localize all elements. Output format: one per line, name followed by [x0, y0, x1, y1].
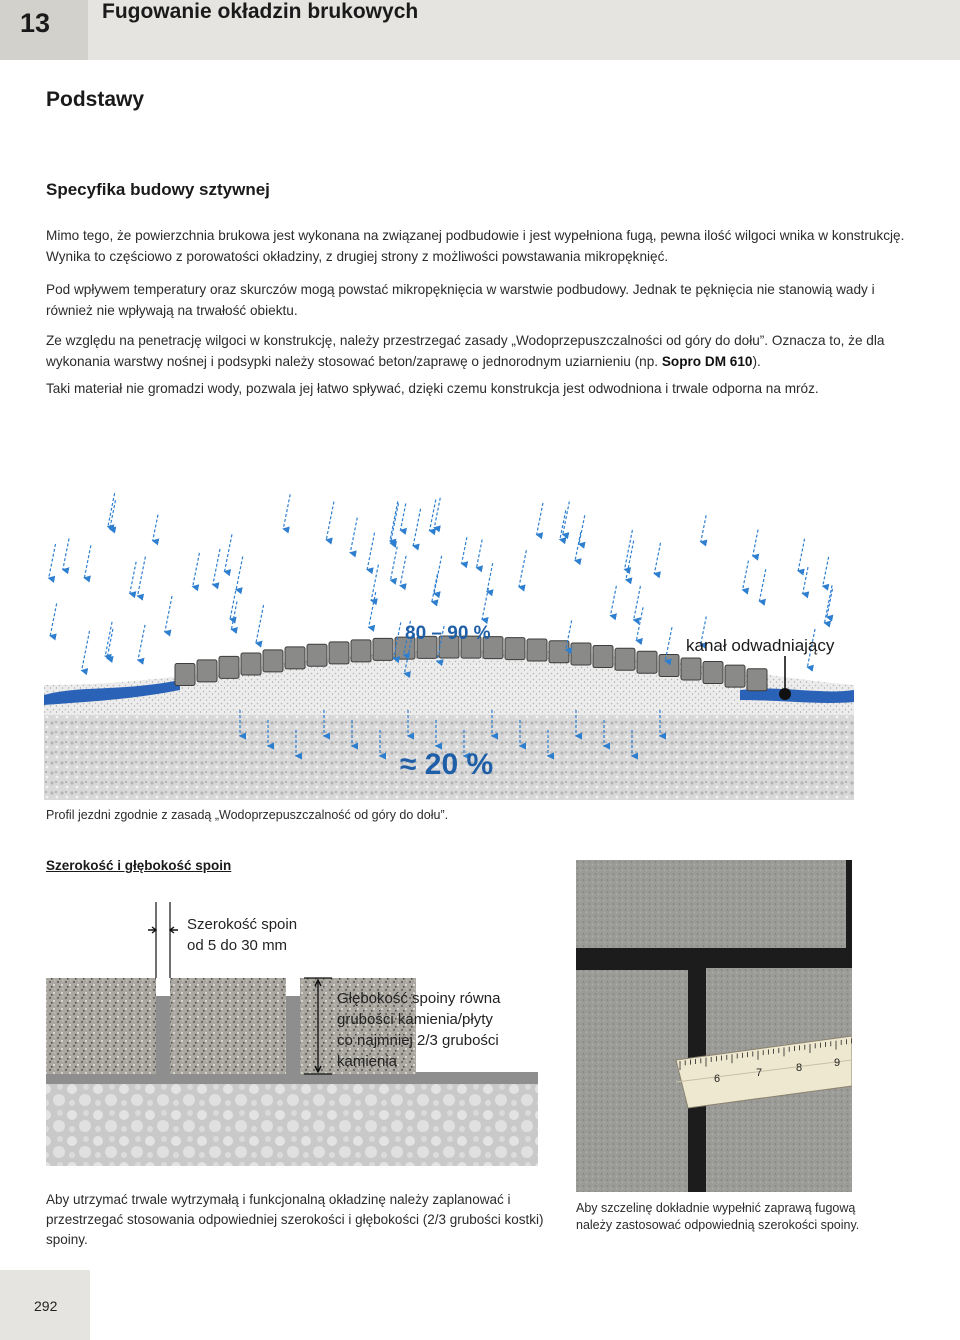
section-title: Podstawy [46, 88, 145, 111]
paving-stone [219, 656, 239, 678]
rain-arrow [825, 585, 833, 623]
ruler-mark-6: 6 [714, 1073, 721, 1085]
width-arrow-left [148, 927, 156, 933]
paving-stone [527, 639, 547, 661]
joint-depth-line-3: co najmniej 2/3 grubości [337, 1032, 499, 1049]
rain-arrow [743, 561, 749, 590]
rain-arrow [753, 530, 758, 556]
paving-stone [571, 643, 591, 665]
rain-arrow [236, 556, 243, 589]
page-number: 292 [34, 1298, 58, 1314]
rain-arrow [138, 625, 145, 660]
paragraph-3-end: ). [752, 354, 761, 369]
ruler-mark-9: 9 [834, 1057, 841, 1069]
joint-caption-left: Aby utrzymać trwale wytrzymałą i funkcjonalną okładzinę należy zaplanować i przestrzegać stosowania odpowiedniej szerokości i głębokości (2/3 grubości kostki) spoiny. [46, 1192, 544, 1247]
joint-section-title: Szerokość i głębokość spoin [46, 858, 232, 873]
joint-depth-line-4: kamienia [337, 1053, 398, 1070]
joint-photo [576, 860, 852, 1192]
rain-arrow [391, 503, 399, 543]
page-number-box [0, 1270, 90, 1340]
rain-arrow [482, 588, 488, 619]
rain-arrow [413, 509, 420, 546]
rain-arrow [654, 543, 660, 574]
chapter-number-box [0, 0, 88, 60]
rain-arrow [575, 532, 581, 560]
paving-stone [329, 642, 349, 664]
paragraph-3-text: Ze względu na penetrację wilgoci w konstrukcję, należy przestrzegać zasady „Wodoprzepuszczalności od góry do dołu”. Oznacza to, że dla wykonania warstwy nośnej i podsypki należy stosować beton/zaprawę o jednorodnym uziarnieniu (np. [46, 333, 885, 369]
rain-arrow [213, 549, 220, 585]
rain-arrow [63, 539, 69, 570]
rain-arrow [391, 547, 398, 581]
rain-arrow [400, 556, 406, 586]
rain-arrow [82, 631, 90, 671]
rain-arrow [230, 591, 236, 619]
rain-arrow [625, 530, 633, 569]
paving-stone [307, 644, 327, 666]
rain-arrow [326, 502, 334, 540]
product-name: Sopro DM 610 [661, 354, 753, 369]
ruler-mark-7: 7 [756, 1067, 763, 1079]
rain-arrow [634, 586, 641, 620]
paving-stone [549, 641, 569, 663]
joint-width-line-1: Szerokość spoin [187, 916, 298, 933]
drain-channel-icon [779, 688, 791, 700]
rain-arrow [350, 518, 357, 553]
rain-arrow [225, 534, 232, 571]
joint-width-line-2: od 5 do 30 mm [187, 937, 288, 954]
joint-caption-right: Aby szczelinę dokładnie wypełnić zaprawą fugową należy zastosować odpowiednią szerokości spoiny. [576, 1201, 860, 1232]
rain-arrow [430, 500, 436, 531]
width-arrow-right [170, 927, 178, 933]
paving-stone [175, 664, 195, 686]
runoff-percent: 80 – 90 % [405, 623, 491, 644]
paving-stone [285, 647, 305, 669]
rain-arrow [369, 592, 376, 627]
paragraph-2: Pod wpływem temperatury oraz skurczów mogą powstać mikropęknięcia w warstwie podbudowy. Jednak te pęknięcia nie stanowią wady i również nie wpływają na trwałość obiektu. [46, 282, 875, 318]
rain-arrow [400, 504, 405, 531]
stone-2 [170, 978, 286, 1074]
rain-arrow [610, 586, 616, 616]
stone-1 [46, 978, 156, 1074]
subsection-title: Specyfika budowy sztywnej [46, 180, 270, 199]
rain-arrow [256, 605, 264, 643]
paving-stone [505, 638, 525, 660]
rain-arrow [798, 539, 804, 571]
rain-arrow [487, 563, 493, 591]
rain-arrow [390, 501, 398, 541]
rain-arrow [138, 557, 146, 596]
rain-arrow [626, 541, 634, 580]
rain-arrow [462, 537, 467, 563]
paving-stone [747, 669, 767, 691]
rain-arrow [367, 533, 374, 570]
concrete-base [46, 1082, 538, 1166]
paving-stone [615, 648, 635, 670]
paving-stone [373, 638, 393, 660]
rain-arrow [193, 553, 200, 587]
rain-arrow [803, 567, 808, 593]
paving-stone [197, 660, 217, 682]
paving-stone [681, 658, 701, 680]
paving-stone [351, 640, 371, 662]
photo-tile-left [576, 970, 688, 1192]
rain-arrow [636, 607, 643, 640]
rain-arrow [519, 550, 526, 587]
joint-fill-left [156, 996, 170, 1076]
rain-arrow [823, 557, 829, 586]
joint-depth-line-2: grubości kamienia/płyty [337, 1011, 493, 1028]
paragraph-4: Taki materiał nie gromadzi wody, pozwala jej łatwo spływać, dzięki czemu konstrukcja jest odwodniona i trwale odporna na mróz. [46, 381, 819, 396]
rain-arrow [153, 515, 158, 541]
rain-arrow [49, 544, 56, 578]
paving-stone [725, 665, 745, 687]
drain-channel-label: kanał odwadniający [686, 636, 835, 655]
paving-stone [703, 662, 723, 684]
rain-arrow [84, 545, 91, 578]
rain-arrow [759, 569, 765, 601]
rain-arrow [827, 589, 833, 617]
photo-tile-top [576, 860, 846, 948]
joint-depth-label [337, 988, 500, 1072]
paving-stone [593, 645, 613, 667]
rain-arrow [165, 596, 172, 632]
rain-arrow [371, 565, 378, 601]
rain-arrow [560, 510, 566, 539]
paragraph-3 [46, 330, 916, 372]
ruler-mark-8: 8 [796, 1062, 803, 1074]
diagram-caption: Profil jezdni zgodnie z zasadą „Wodoprzepuszczalność od góry do dołu”. [46, 808, 449, 822]
joint-depth-line-1: Głębokość spoiny równa [337, 990, 501, 1007]
rain-arrow [579, 515, 585, 544]
paving-stone [637, 651, 657, 673]
chapter-number: 13 [20, 8, 51, 38]
joint-fill-right [286, 996, 300, 1076]
rain-arrow [283, 494, 290, 528]
rain-arrow [130, 562, 136, 594]
paving-stone [241, 653, 261, 675]
paving-stone [659, 655, 679, 677]
paving-stone [263, 650, 283, 672]
chapter-title: Fugowanie okładzin brukowych [102, 0, 419, 23]
rain-arrow [477, 540, 483, 568]
seepage-percent: ≈ 20 % [400, 748, 494, 781]
joint-width-label [187, 914, 297, 956]
rain-arrow [537, 503, 543, 535]
rain-arrow [50, 603, 56, 635]
paragraph-1: Mimo tego, że powierzchnia brukowa jest wykonana na związanej podbudowie i jest wypełniona fugą, pewna ilość wilgoci wnika w konstrukcję. Wynika to częściowo z porowatości okładziny, z drugiej strony z możliwości powstawania mikropęknięć. [46, 228, 905, 264]
rain-arrow [701, 515, 706, 542]
